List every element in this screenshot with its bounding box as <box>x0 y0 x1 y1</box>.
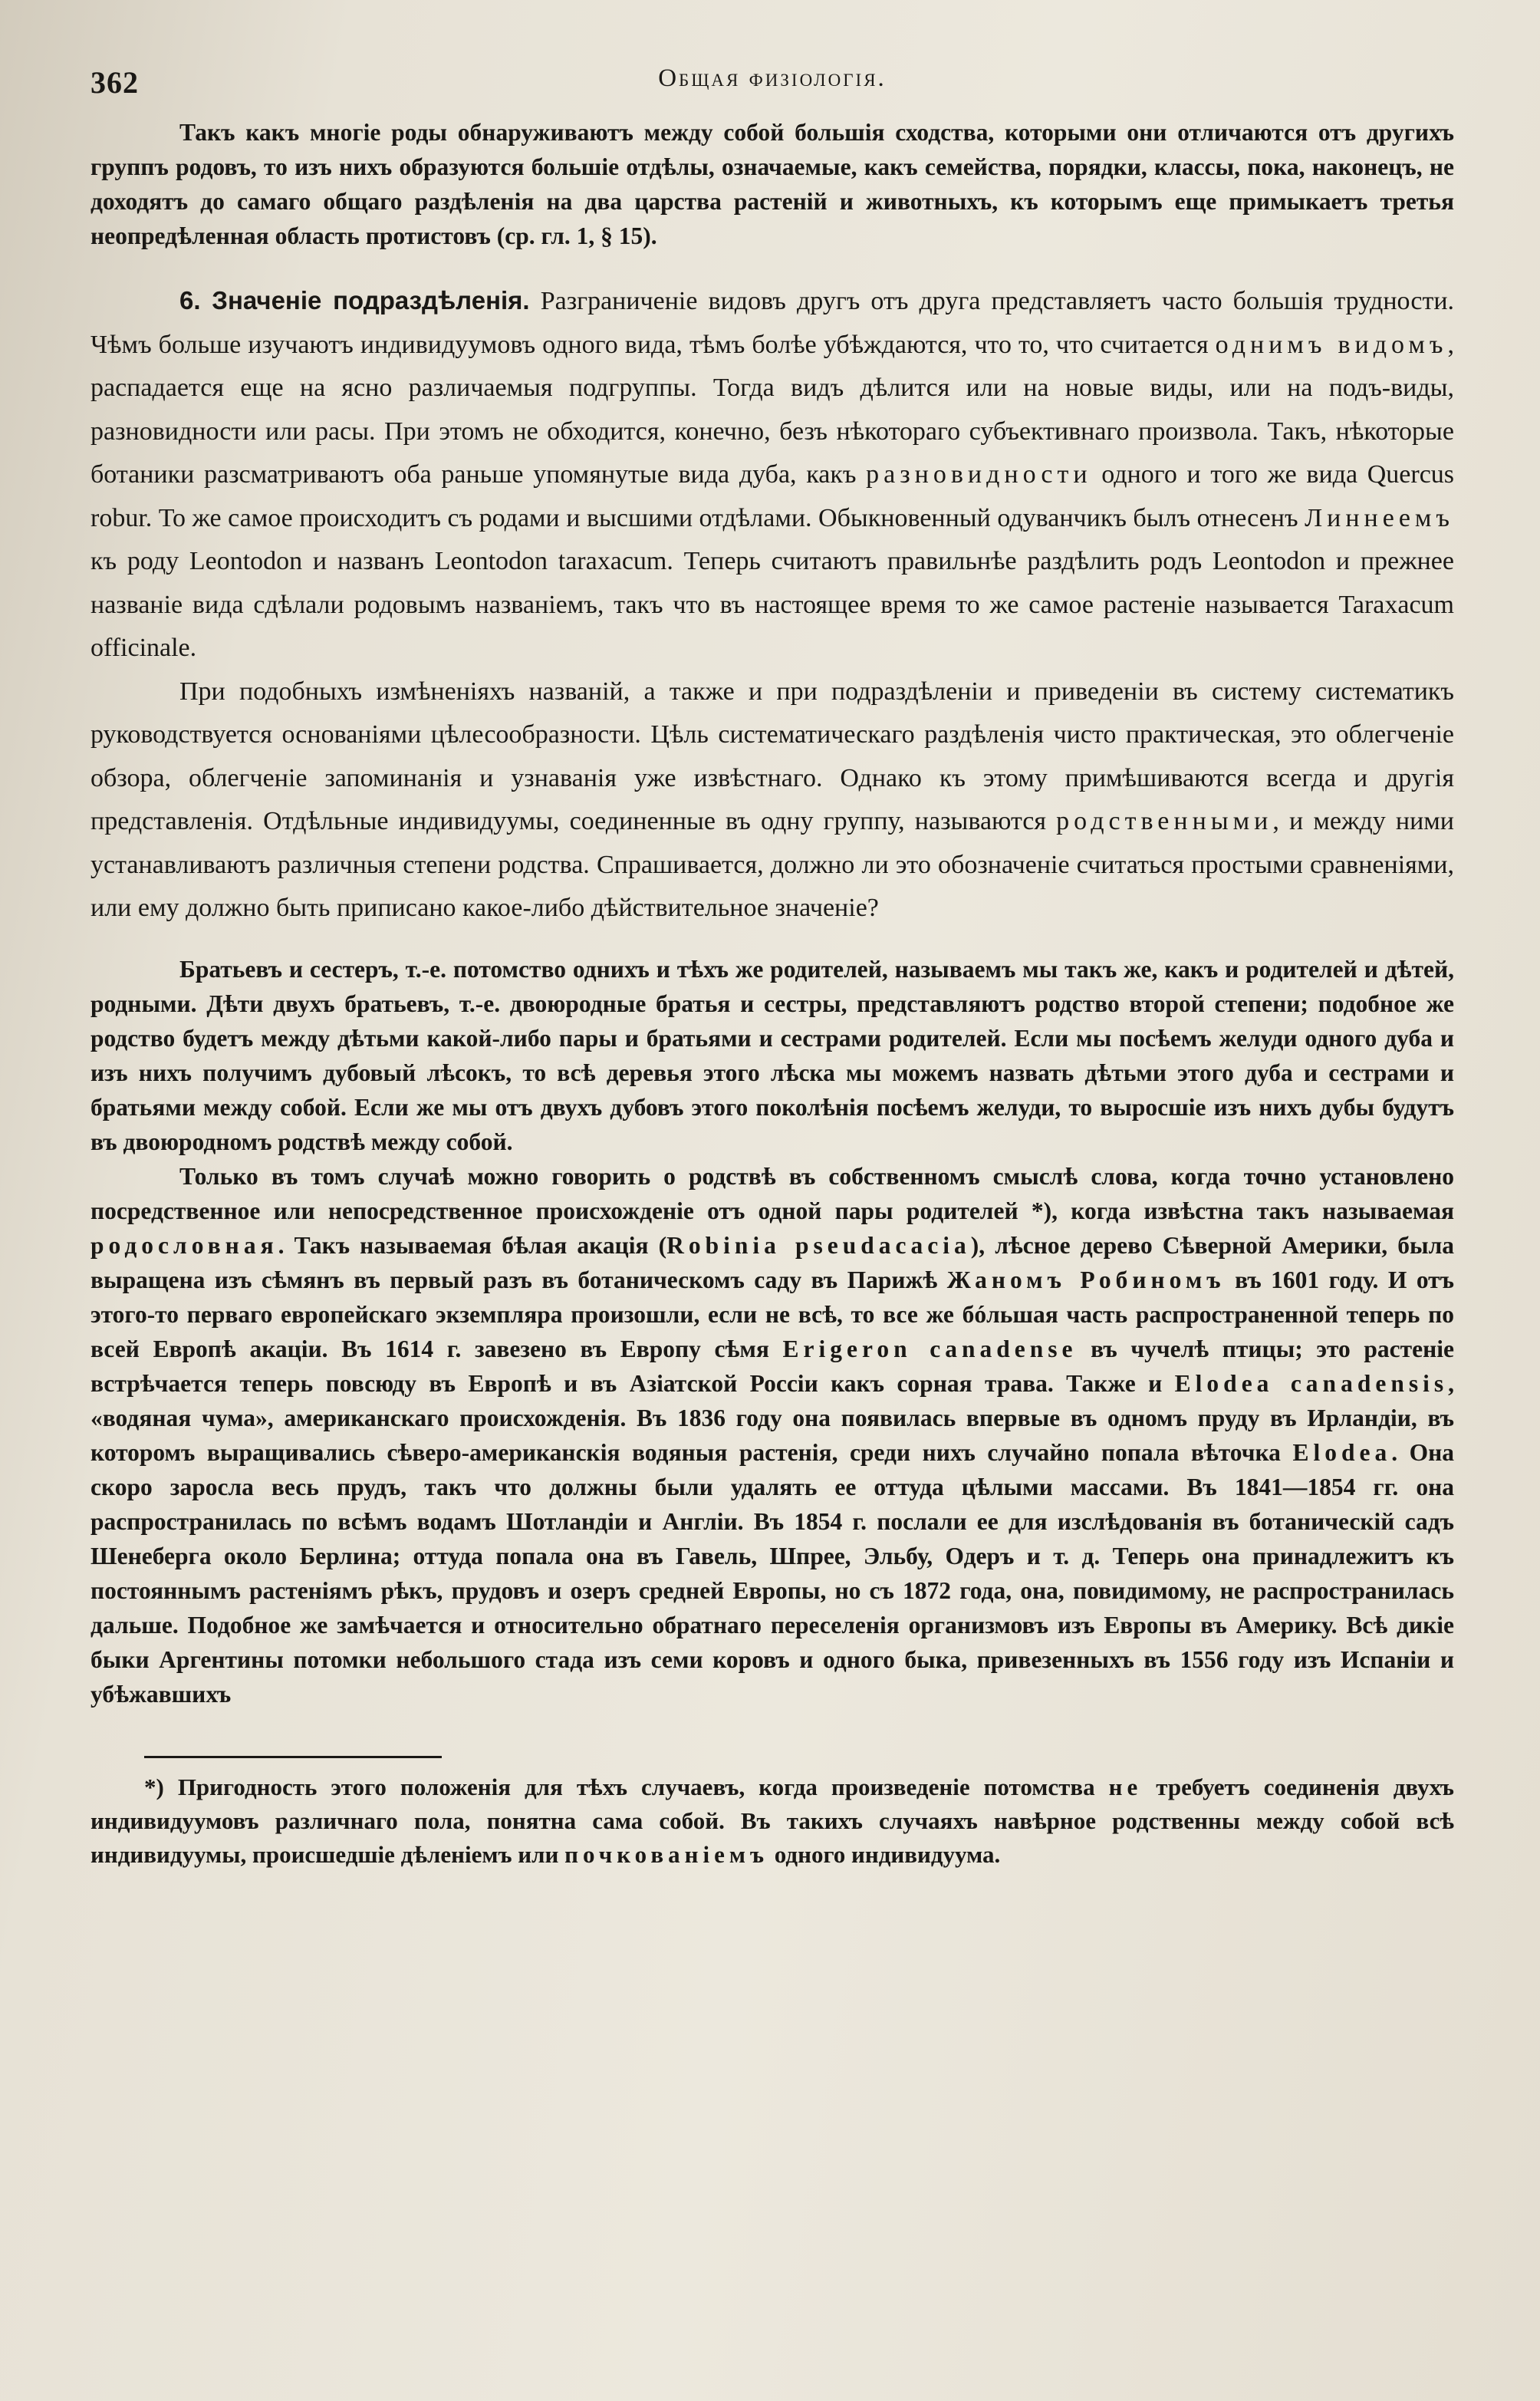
paragraph-kinship <box>90 1159 1454 1711</box>
text-run: . Она скоро заросла весь прудъ, такъ что должны были удалять ее оттуда цѣлыми массами. Въ 1841—1854 гг. она распространилась по всѣмъ водамъ Шотландiи и Англiи. Въ 1854 г. послали ее для изслѣдованiя въ ботаническiй садъ Шенеберга около Берлина; оттуда попала она въ Гавель, Шпрее, Эльбу, Одеръ и т. д. Теперь она принадлежитъ къ постояннымъ растенiямъ рѣкъ, прудовъ и озеръ средней Европы, но съ 1872 года, она, повидимому, не распространилась дальше. Подобное же замѣчается и относительно обратнаго переселенiя организмовъ изъ Европы въ Америку. Всѣ дикiе быки Аргентины потомки небольшого стада изъ семи коровъ и одного быка, привезенныхъ въ 1556 году изъ Испанiи и убѣжавшихъ <box>90 1438 1454 1708</box>
section-heading: 6. Значенiе подраздѣленiя. <box>179 286 530 315</box>
text-run: . Такъ называемая бѣлая акацiя ( <box>278 1231 667 1259</box>
text-run: Разграниченiе видовъ другъ отъ друга представляетъ часто большiя трудности. Чѣмъ больше изучаютъ индивидуумовъ одного вида, тѣмъ болѣе убѣждаются, что то, что считается <box>90 287 1455 359</box>
text-run: Только въ томъ случаѣ можно говорить о родствѣ въ собственномъ смыслѣ слова, когда точно установлено посредственное или непосредственное происхожденiе отъ одной пары родителей *), когда извѣстна такъ называемая <box>90 1162 1454 1224</box>
text-run: одного и того же вида Quercus robur. То же самое происходитъ съ родами и высшими отдѣлами. Обыкновенный одуванчикъ былъ отнесенъ <box>90 460 1455 532</box>
paragraph-siblings: Братьевъ и сестеръ, т.-е. потомство однихъ и тѣхъ же родителей, называемъ мы такъ же, какъ и родителей и дѣтей, родными. Дѣти двухъ братьевъ, т.-е. двоюродные братья и сестры, представляютъ родство второй степени; подобное же родство будетъ между дѣтьми какой-либо пары и братьями и сестрами родителей. Если мы посѣемъ желуди одного дуба и изъ нихъ получимъ дубовый лѣсокъ, то всѣ деревья этого лѣска мы можемъ назвать дѣтьми этого дуба и сестрами и братьями между собой. Если же мы отъ двухъ дубовъ этого поколѣнiя посѣемъ желуди, то выросшiе изъ нихъ дубы будутъ въ двоюродномъ родствѣ между собой. <box>90 955 1454 1155</box>
text-run: требуетъ соединенiя двухъ индивидуумовъ различнаго пола, понятна сама собой. Въ такихъ случаяхъ навѣрное родственны между собой всѣ индивидуумы, происшедшiе дѣленiемъ или <box>90 1773 1455 1868</box>
spaced-term: Erigeron canadense <box>782 1335 1078 1362</box>
text-run: При подобныхъ измѣненiяхъ названiй, а также и при подраздѣленiи и приведенiи въ систему систематикъ руководствуется основанiями цѣлесообразности. Цѣль систематическаго раздѣленiя чисто практическая, это облегченiе обзора, облегченiе запоминанiя и узнаванiя уже извѣстнаго. Однако къ этому примѣшиваются всегда и другiя представленiя. Отдѣльные индивидуумы, соединенные въ одну группу, называются <box>90 677 1454 835</box>
spaced-term: Линнеемъ <box>1305 503 1455 532</box>
text-run: одного индивидуума. <box>774 1840 1001 1868</box>
footnote-rule <box>144 1756 442 1758</box>
spaced-term: Elodea <box>1292 1438 1392 1466</box>
spaced-term: Robinia pseudacacia <box>666 1231 971 1259</box>
paragraph-systematics <box>90 670 1454 930</box>
text-run: , «водяная чума», американскаго происхожденiя. Въ 1836 году она появилась впервые въ одномъ пруду въ Ирландiи, въ которомъ выращивались сѣверо-американскiя водяныя растенiя, среди нихъ случайно попала вѣточка <box>90 1369 1454 1466</box>
footnote <box>90 1770 1454 1872</box>
spaced-term: Жаномъ Робиномъ <box>946 1266 1226 1293</box>
page-header <box>90 0 1454 115</box>
spaced-term: Elodea canadensis <box>1174 1369 1449 1397</box>
text-run: въ 1601 году. И отъ этого-то перваго европейскаго экземпляра произошли, если не всѣ, то все же бóльшая часть распространенной теперь по всей Европѣ акацiи. Въ 1614 г. завезено въ Европу сѣмя <box>90 1266 1454 1362</box>
spaced-term: не <box>1108 1773 1143 1800</box>
spaced-term: разновидности <box>866 460 1092 489</box>
text-run: , и между ними устанавливаютъ различныя степени родства. Спрашивается, должно ли это обозначенiе считаться простыми сравненiями, или ему должно быть приписано какое-либо дѣйствительное значенiе? <box>90 807 1454 922</box>
text-run: въ чучелѣ птицы; это растенiе встрѣчается теперь повсюду въ Европѣ и въ Азiатской Россiи какъ сорная трава. Также и <box>90 1335 1454 1397</box>
page-number: 362 <box>90 65 139 100</box>
running-title: Общая физiологiя. <box>658 64 887 92</box>
text-run: ), лѣсное дерево Сѣверной Америки, была выращена изъ сѣмянъ въ первый разъ въ ботаническомъ саду въ Парижѣ <box>90 1231 1454 1293</box>
spaced-term: родословная <box>90 1231 278 1259</box>
paragraph-section-6 <box>90 279 1454 670</box>
text-run: къ роду Leontodon и названъ Leontodon taraxacum. Теперь считаютъ правильнѣе раздѣлить родъ Leontodon и прежнее названiе вида сдѣлали родовымъ названiемъ, такъ что въ настоящее время то же самое растенiе называется Taraxacum officinale. <box>90 547 1455 662</box>
paragraph-intro: Такъ какъ многiе роды обнаруживаютъ между собой большiя сходства, которыми они отличаются отъ другихъ группъ родовъ, то изъ нихъ образуются большiе отдѣлы, означаемые, какъ семейства, порядки, классы, пока, наконецъ, не доходятъ до самаго общаго раздѣленiя на два царства растенiй и животныхъ, къ которымъ еще примыкаетъ третья неопредѣленная область протистовъ (ср. гл. 1, § 15). <box>90 119 1454 249</box>
text-run: , распадается еще на ясно различаемыя подгруппы. Тогда видъ дѣлится или на новые виды, или на подъ-виды, разновидности или расы. При этомъ не обходится, конечно, безъ нѣкотораго субъективнаго произвола. Такъ, нѣкоторые ботаники разсматриваютъ оба раньше упомянутые вида дуба, какъ <box>90 330 1455 489</box>
spaced-term: родственными <box>1056 807 1273 835</box>
text-run: *) Пригодность этого положенiя для тѣхъ случаевъ, когда произведенiе потомства <box>144 1773 1095 1800</box>
spaced-term: почкованiемъ <box>564 1840 769 1868</box>
spaced-term: однимъ видомъ <box>1215 330 1448 359</box>
